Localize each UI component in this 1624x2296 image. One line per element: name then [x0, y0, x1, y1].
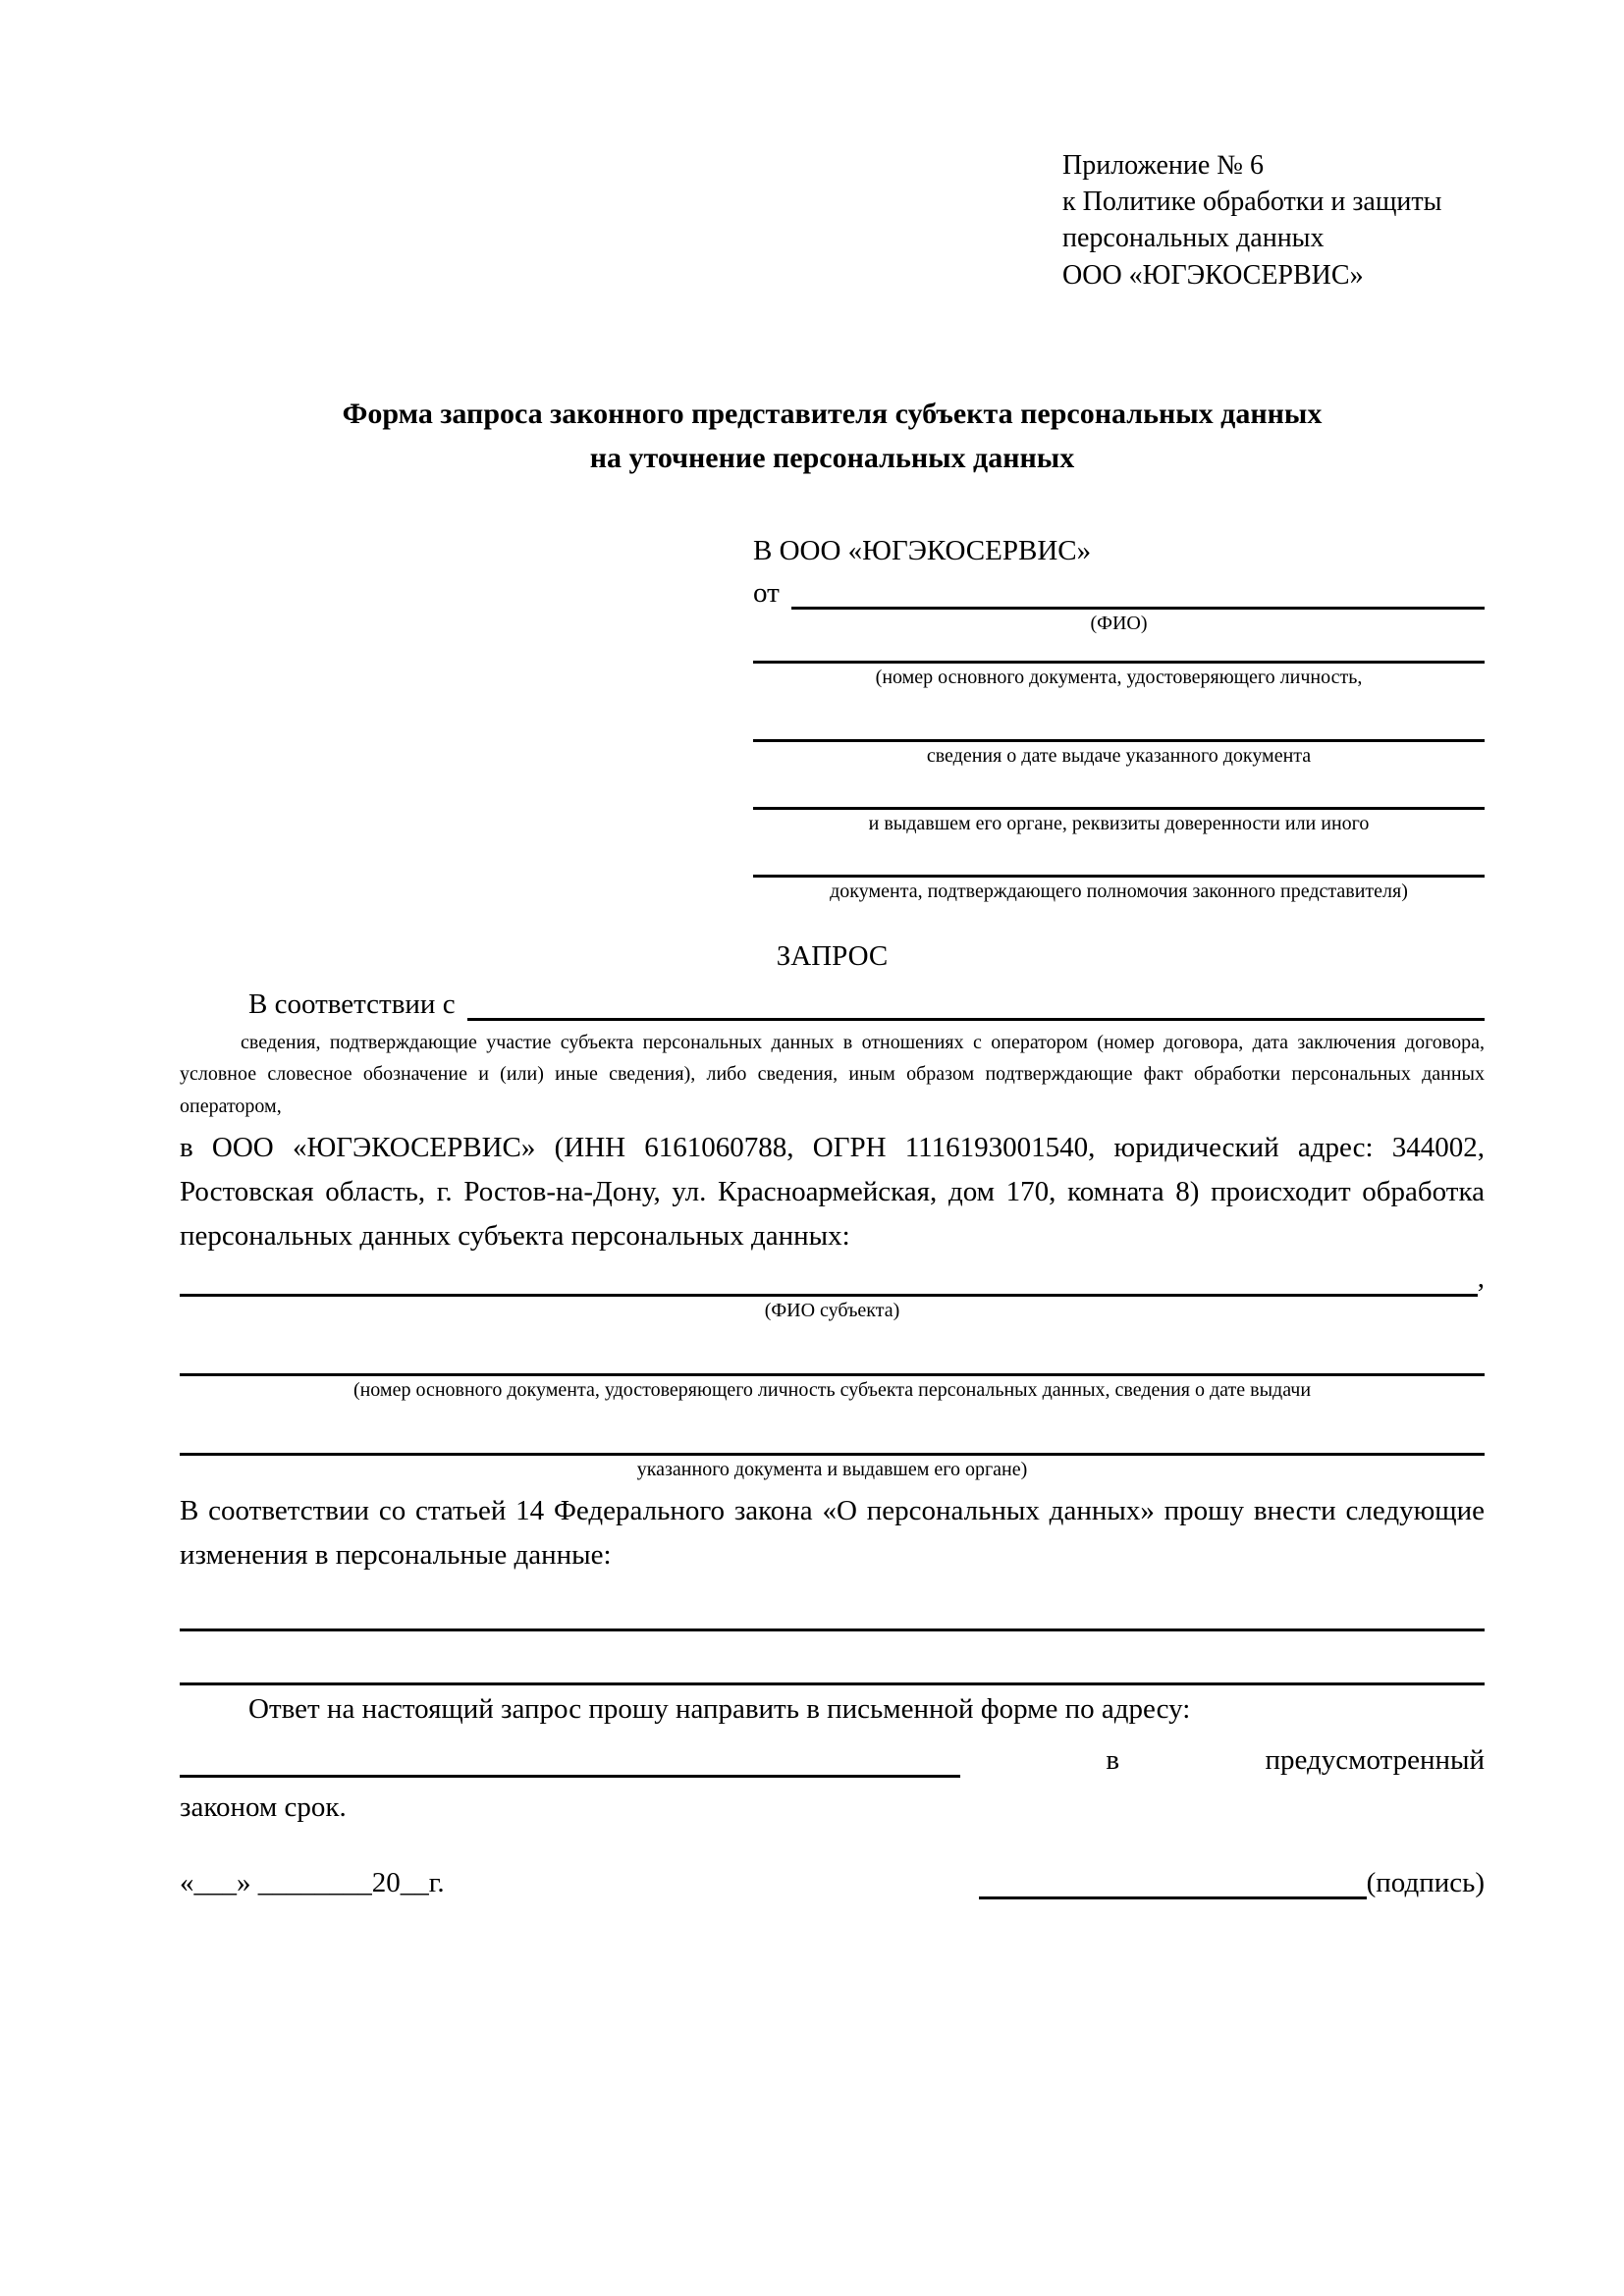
from-label: от: [753, 576, 780, 609]
representative-doc-caption-3: и выдавшем его органе, реквизиты доверенности или иного: [868, 812, 1370, 834]
subject-fio-blank-line: [180, 1258, 1478, 1297]
fio-blank-line: [791, 573, 1485, 610]
footer-row: [180, 1863, 1485, 1899]
request-intro-label: В соответствии с: [248, 988, 456, 1020]
request-intro-blank-line: [467, 985, 1485, 1021]
subject-doc-blank-line-1: [180, 1322, 1485, 1376]
article-paragraph: В соответствии со статьей 14 Федерального закона «О персональных данных» прошу внести следующие изменения в персональные данные:: [180, 1494, 1485, 1571]
fio-caption: (ФИО): [1090, 612, 1148, 634]
subject-fio-row: [180, 1258, 1485, 1297]
appendix-reference-block: [1062, 147, 1485, 294]
subject-doc-caption-2: указанного документа и выдавшем его органе): [636, 1458, 1028, 1480]
appendix-line-1: Приложение № 6: [1062, 150, 1264, 181]
operator-paragraph: в ООО «ЮГЭКОСЕРВИС» (ИНН 6161060788, ОГРН 1116193001540, юридический адрес: 344002, Ростовская область, г. Ростов-на-Дону, ул. Красноармейская, дом 170, комната 8) происходит обработка персональных данных субъекта персональных данных:: [180, 1132, 1485, 1252]
representative-doc-blank-line-2: [753, 689, 1485, 742]
changes-blank-line-2: [180, 1631, 1485, 1685]
signature-group: [979, 1863, 1485, 1899]
representative-doc-caption-4: документа, подтверждающего полномочия законного представителя): [830, 880, 1408, 902]
reply-address-row: [180, 1741, 1485, 1778]
reply-tail: законом срок.: [180, 1790, 347, 1823]
subject-doc-caption-1: (номер основного документа, удостоверяющего личность субъекта персональных данных, сведения о дате выдачи: [352, 1378, 1312, 1401]
subject-fio-caption: (ФИО субъекта): [764, 1299, 900, 1321]
reply-right-word: предусмотренный: [1265, 1743, 1485, 1776]
appendix-line-2: к Политике обработки и защиты: [1062, 187, 1442, 218]
representative-doc-blank-line-1: [753, 635, 1485, 664]
addressee-to-line: В ООО «ЮГЭКОСЕРВИС»: [753, 534, 1092, 566]
signature-caption: (подпись): [1366, 1866, 1485, 1898]
date-line: «___» ________20__г.: [180, 1866, 445, 1898]
appendix-line-4: ООО «ЮГЭКОСЕРВИС»: [1062, 259, 1364, 291]
reply-address-blank-line: [180, 1741, 960, 1778]
addressee-from-row: [753, 573, 1485, 610]
subject-doc-blank-line-2: [180, 1402, 1485, 1456]
request-intro-note: сведения, подтверждающие участие субъекта персональных данных в отношениях с оператором (номер договора, дата заключения договора, условное словесное обозначение и (или) иные сведения), либо сведения, иным образом подтверждающие факт обработки персональных данных оператором,: [180, 1031, 1485, 1117]
addressee-block: [753, 535, 1485, 903]
representative-doc-blank-line-4: [753, 835, 1485, 878]
representative-doc-caption-1: (номер основного документа, удостоверяющего личность,: [875, 666, 1363, 688]
subject-fio-line-suffix: ,: [1477, 1261, 1485, 1294]
appendix-line-3: персональных данных: [1062, 223, 1325, 254]
reply-mid-word: в: [1106, 1743, 1120, 1776]
request-heading: ЗАПРОС: [776, 939, 889, 972]
reply-sentence: Ответ на настоящий запрос прошу направить в письменной форме по адресу:: [248, 1692, 1191, 1725]
request-intro-row: [180, 985, 1485, 1021]
signature-blank-line: [979, 1863, 1367, 1899]
document-title-line-1: Форма запроса законного представителя субъекта персональных данных: [342, 397, 1323, 430]
document-title-line-2: на уточнение персональных данных: [589, 441, 1075, 474]
document-title: [180, 392, 1485, 480]
representative-doc-caption-2: сведения о дате выдаче указанного документа: [926, 744, 1312, 767]
representative-doc-blank-line-3: [753, 768, 1485, 810]
changes-blank-line-1: [180, 1577, 1485, 1631]
